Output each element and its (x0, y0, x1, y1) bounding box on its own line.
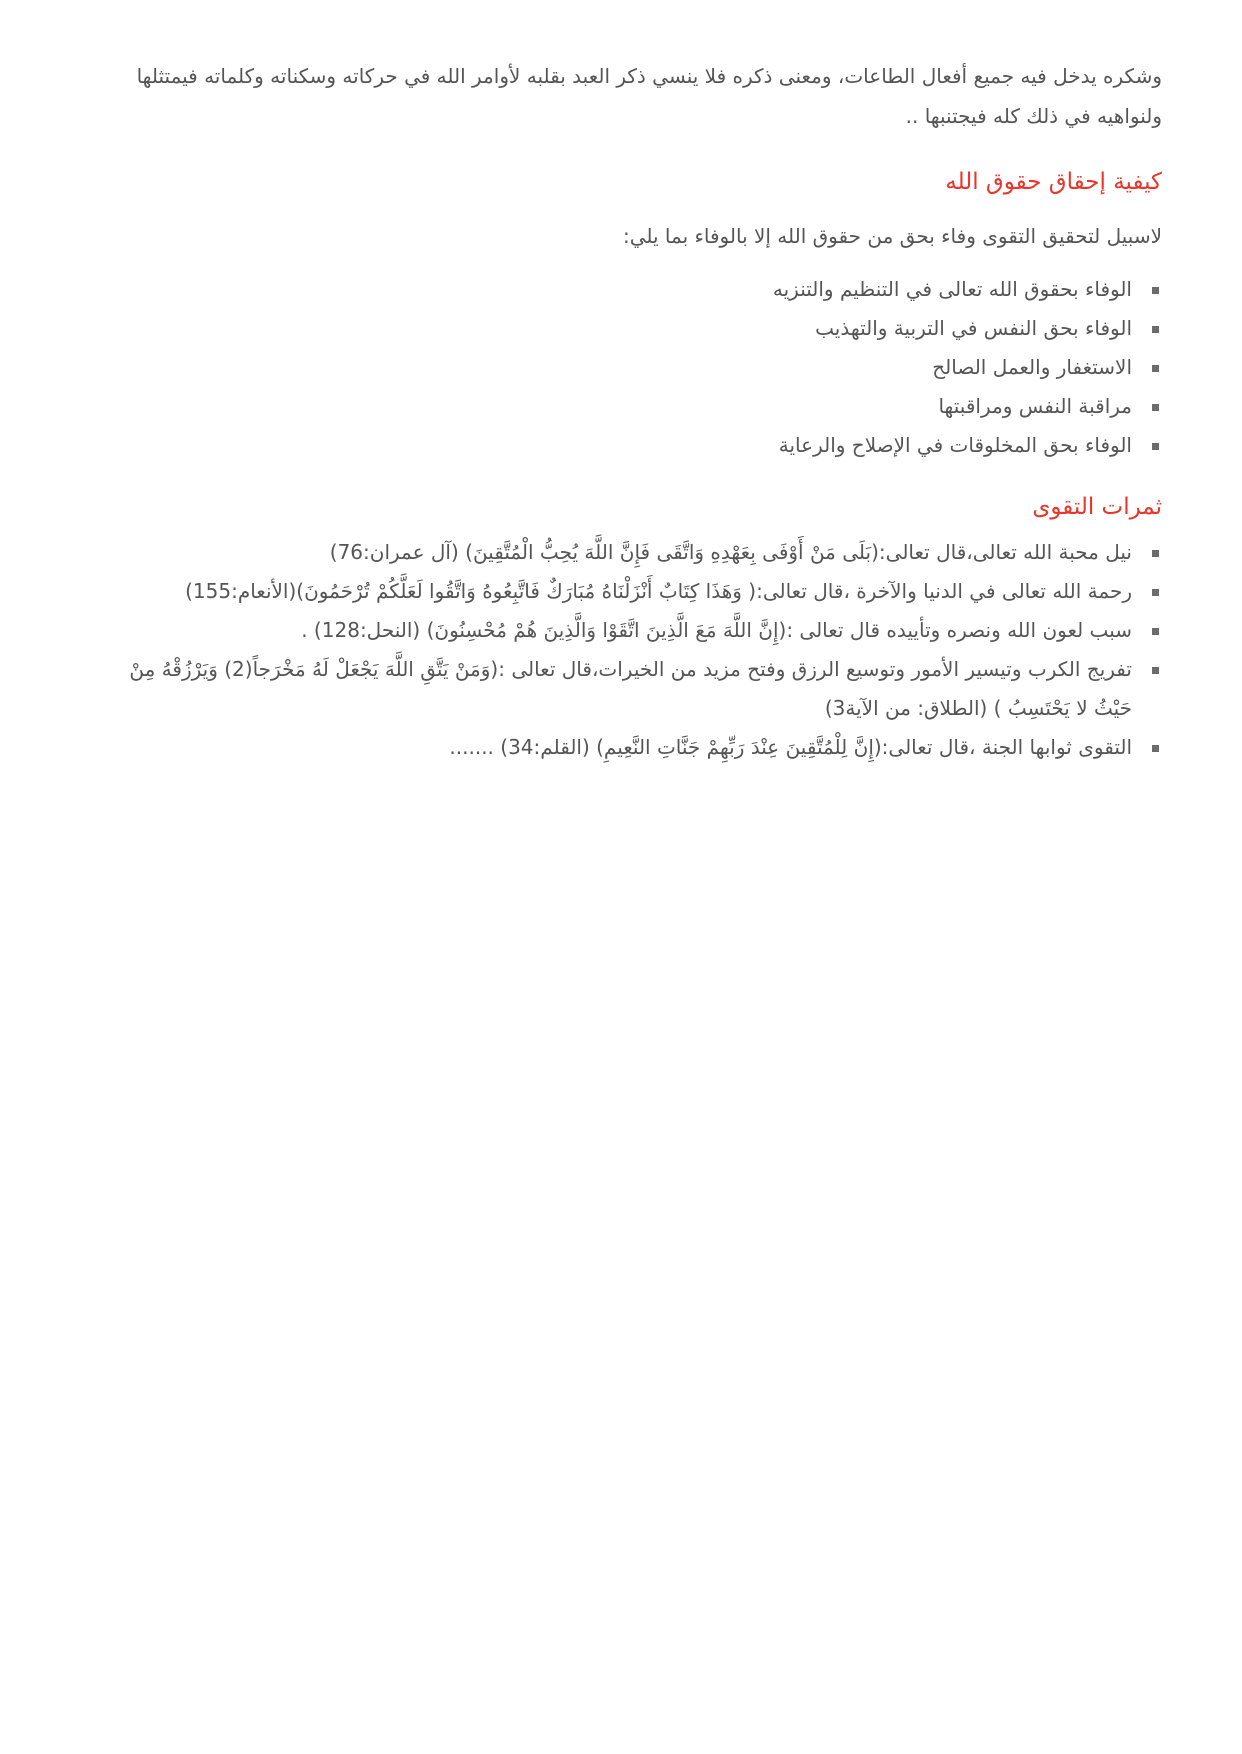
section-heading-fruits: ثمرات التقوى (1032, 494, 1162, 520)
list-item: الوفاء بحق المخلوقات في الإصلاح والرعاية (90, 426, 1162, 465)
list-item: الاستغفار والعمل الصالح (90, 348, 1162, 387)
list-item: رحمة الله تعالى في الدنيا والآخرة ،قال تعالى:( وَهَذَا كِتَابٌ أَنْزَلْنَاهُ مُبَارَكٌ فَاتَّبِعُوهُ وَاتَّقُوا لَعَلَّكُمْ تُرْحَمُونَ)(الأنعام:155) (90, 572, 1162, 611)
section-heading-rights: كيفية إحقاق حقوق الله (945, 169, 1162, 195)
list-item: سبب لعون الله ونصره وتأييده قال تعالى :(إِنَّ اللَّهَ مَعَ الَّذِينَ اتَّقَوْا وَالَّذِينَ هُمْ مُحْسِنُونَ) (النحل:128) . (90, 611, 1162, 650)
bullet-square-icon (1152, 745, 1159, 752)
intro-paragraph: وشكره يدخل فيه جميع أفعال الطاعات، ومعنى ذكره فلا ينسي ذكر العبد بقلبه لأوامر الله في حركاته وسكناته وكلماته فيمتثلها ولنواهيه في ذلك كله فيجتنبها .. (136, 64, 1162, 128)
fruits-list (90, 533, 1162, 767)
document-page (90, 56, 1162, 767)
bullet-square-icon (1152, 443, 1159, 450)
bullet-square-icon (1152, 365, 1159, 372)
bullet-square-icon (1152, 589, 1159, 596)
section-intro: لاسبيل لتحقيق التقوى وفاء بحق من حقوق الله إلا بالوفاء بما يلي: (622, 224, 1162, 248)
rights-list (90, 270, 1162, 465)
list-item: الوفاء بحق النفس في التربية والتهذيب (90, 309, 1162, 348)
list-item: التقوى ثوابها الجنة ،قال تعالى:(إِنَّ لِلْمُتَّقِينَ عِنْدَ رَبِّهِمْ جَنَّاتِ النَّعِيمِ) (القلم:34) ....... (90, 728, 1162, 767)
bullet-square-icon (1152, 404, 1159, 411)
bullet-square-icon (1152, 550, 1159, 557)
bullet-square-icon (1152, 667, 1159, 674)
bullet-square-icon (1152, 287, 1159, 294)
list-item: تفريج الكرب وتيسير الأمور وتوسيع الرزق وفتح مزيد من الخيرات،قال تعالى :(وَمَنْ يَتَّقِ اللَّهَ يَجْعَلْ لَهُ مَخْرَجاً(2) وَيَرْزُقْهُ مِنْ حَيْثُ لا يَحْتَسِبُ ) (الطلاق: من الآية3) (90, 650, 1162, 728)
list-item: مراقبة النفس ومراقبتها (90, 387, 1162, 426)
bullet-square-icon (1152, 628, 1159, 635)
bullet-square-icon (1152, 326, 1159, 333)
list-item: الوفاء بحقوق الله تعالى في التنظيم والتنزيه (90, 270, 1162, 309)
list-item: نيل محبة الله تعالى،قال تعالى:(بَلَى مَنْ أَوْفَى بِعَهْدِهِ وَاتَّقَى فَإِنَّ اللَّهَ يُحِبُّ الْمُتَّقِينَ) (آل عمران:76) (90, 533, 1162, 572)
